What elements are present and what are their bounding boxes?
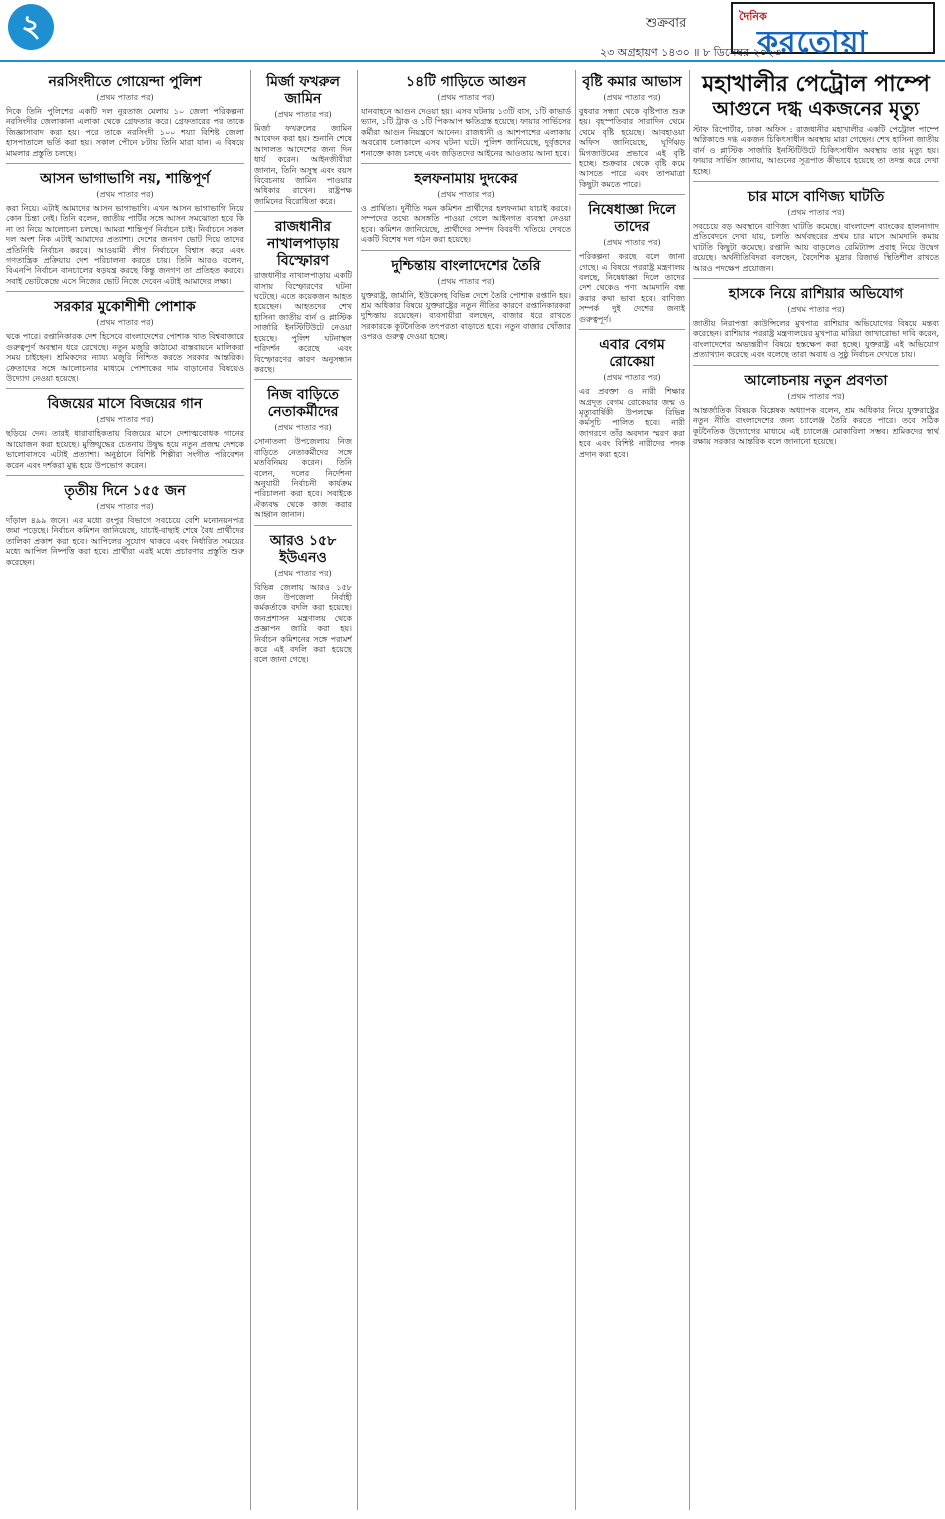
article xyxy=(6,291,244,384)
headline: দুশ্চিন্তায় বাংলাদেশের তৈরি xyxy=(391,257,541,274)
continuation-ref: (প্রথম পাতার পর) xyxy=(96,93,154,102)
article xyxy=(579,74,685,190)
article xyxy=(254,379,352,520)
article-body: স্টাফ রিপোর্টার, ঢাকা অফিস : রাজধানীর মহাখালীর একটি পেট্রোল পাম্পে অগ্নিকাণ্ডে দগ্ধ একজন চিকিৎসাধীন অবস্থায় মারা গেছেন। শেখ হাসিনা জাতীয় বার্ন ও প্লাস্টিক সার্জারি ইনস্টিটিউটে চিকিৎসাধীন অবস্থায় তার মৃত্যু হয়। ফায়ার সার্ভিস জানায়, আগুনের সূত্রপাত কীভাবে হয়েছে তা তদন্ত করে দেখা হচ্ছে। xyxy=(693,125,939,176)
article xyxy=(254,525,352,666)
headline: আরও ১৫৮ ইউএনও xyxy=(269,532,337,566)
headline: বৃষ্টি কমার আভাস xyxy=(582,74,682,90)
headline: হলফনামায় দুদকের xyxy=(414,171,518,188)
continuation-ref: (প্রথম পাতার পর) xyxy=(96,318,154,328)
masthead-rule xyxy=(0,60,945,62)
continuation-ref: (প্রথম পাতার পর) xyxy=(274,423,332,433)
column-divider xyxy=(575,70,576,1510)
article-body: করা নিয়ে। এটাই আমাদের আসন ভাগাভাগি। এখন আসন ভাগাভাগি নিয়ে কোন চিন্তা নেই। তিনি বলেন, জাতীয় পার্টির সঙ্গে আসন সমঝোতা হবে কি না তা নিয়ে আলোচনা চলছে। আমরা শান্তিপূর্ণ নির্বাচন চাই। নির্বাচনে সকল দল অংশ নিক এটাই আমাদের প্রত্যাশা। দেশের জনগণ ভোট দিয়ে তাদের প্রতিনিধি নির্বাচন করবে। আওয়ামী লীগ নির্বাচনে বিশ্বাস করে এবং গণতান্ত্রিক প্রক্রিয়ায় দেশ পরিচালনা করতে চায়। তিনি আরও বলেন, বিএনপি নির্বাচন বানচালের ষড়যন্ত্র করছে কিন্তু জনগণ তা প্রতিহত করবে। সবাই ভোটকেন্দ্রে এসে নিজের ভোট নিজে দেবেন এটাই আমাদের লক্ষ্য। xyxy=(6,204,244,286)
article xyxy=(361,74,571,159)
headline: তৃতীয় দিনে ১৫৫ জন xyxy=(64,482,186,499)
article xyxy=(254,74,352,207)
headline: সরকার মুকোশীশী পোশাক xyxy=(54,299,196,316)
article-body: জাতীয় নিরাপত্তা কাউন্সিলের মুখপাত্র রাশিয়ার অভিযোগের বিষয়ে মন্তব্য করেছেন। রাশিয়ার পররাষ্ট্র মন্ত্রণালয়ের মুখপাত্র মারিয়া জাখারোভা দাবি করেন, বাংলাদেশের অভ্যন্তরীণ বিষয়ে হস্তক্ষেপ করা হচ্ছে। যুক্তরাষ্ট্র এই অভিযোগ প্রত্যাখ্যান করেছে এবং বলেছে তারা অবাধ ও সুষ্ঠু নির্বাচন দেখতে চায়। xyxy=(693,319,939,360)
article-body: সবচেয়ে বড় অবস্থানে বাণিজ্য ঘাটতি কমেছে। বাংলাদেশ ব্যাংকের হালনাগাদ প্রতিবেদনে দেখা যায়, চলতি অর্থবছরের প্রথম চার মাসে আমদানি কমায় ঘাটতি কিছুটা কমেছে। রপ্তানি আয় বাড়লেও রেমিট্যান্স প্রবাহ নিয়ে উদ্বেগ রয়েছে। অর্থনীতিবিদরা বলছেন, বৈদেশিক মুদ্রার রিজার্ভ স্থিতিশীল রাখতে আরও পদক্ষেপ প্রয়োজন। xyxy=(693,222,939,273)
logo-big-text: করতোয়া xyxy=(757,25,869,60)
headline: মির্জা ফখরুল জামিন xyxy=(266,74,340,107)
headline: এবার বেগম রোকেয়া xyxy=(599,337,665,371)
lead-subheadline: আগুনে দগ্ধ একজনের মৃত্যু xyxy=(712,98,920,120)
article-body: আন্তর্জাতিক বিষয়ক বিশ্লেষক অধ্যাপক বলেন, শ্রম অধিকার নিয়ে যুক্তরাষ্ট্রের নতুন নীতি বাংলাদেশের জন্য চ্যালেঞ্জ তৈরি করতে পারে। তবে সঠিক কূটনৈতিক উদ্যোগের মাধ্যমে এই চ্যালেঞ্জ মোকাবিলা সম্ভব। শ্রমিকদের স্বার্থ রক্ষায় সরকার আন্তরিক বলে জানানো হয়েছে। xyxy=(693,405,939,446)
article-body: মির্জা ফখরুলের জামিন আবেদন করা হয়। শুনানি শেষে আদালত আদেশের জন্য দিন ধার্য করেন। আইনজীবীরা জানান, তিনি অসুস্থ এবং বয়স বিবেচনায় জামিন পাওয়ার অধিকার রাখেন। রাষ্ট্রপক্ষ জামিনের বিরোধিতা করে। xyxy=(254,124,352,206)
article xyxy=(579,194,685,325)
continuation-ref: (প্রথম পাতার পর) xyxy=(603,93,661,102)
article-body: দিকে তিনি পুলিশের একটি দল নুরতাজ মেলায় ১০ জেলা পরিকল্পনা নরসিংদীর জেলাকানা এলাকা থেকে গ্রেফতার করে। গ্রেফতারের পর তাকে জিজ্ঞাসাবাদ করা হয়। পরে তাকে নরসিংদী ১০০ শয্যা বিশিষ্ট জেলা হাসপাতালে ভর্তি করা হয়। সকাল পৌনে ৮টায় তিনি মারা যান। এ বিষয়ে মামলার প্রস্তুতি চলছে। xyxy=(6,107,244,158)
article xyxy=(6,475,244,568)
headline: রাজধানীর নাখালপাড়ায় বিস্ফোরণ xyxy=(267,219,339,270)
continuation-ref: (প্রথম পাতার পর) xyxy=(437,190,495,200)
headline: নিষেধাজ্ঞা দিলে তাদের xyxy=(588,202,676,236)
article xyxy=(693,365,939,448)
day-name: শুক্রবার xyxy=(646,16,687,31)
headline: হাসকে নিয়ে রাশিয়ার অভিযোগ xyxy=(728,286,904,303)
article xyxy=(579,329,685,460)
column-2 xyxy=(254,68,352,1508)
continuation-ref: (প্রথম পাতার পর) xyxy=(96,190,154,200)
article-body: ও প্রার্থিতা। দুর্নীতি দমন কমিশন প্রার্থীদের হলফনামা যাচাই করবে। সম্পদের তথ্যে অসঙ্গতি পাওয়া গেলে আইনগত ব্যবস্থা নেওয়া হবে। কমিশন জানিয়েছে, প্রার্থীদের সম্পদ বিবরণী খতিয়ে দেখতে একটি বিশেষ দল গঠন করা হয়েছে। xyxy=(361,204,571,245)
continuation-ref: (প্রথম পাতার পর) xyxy=(603,373,661,383)
continuation-ref: (প্রথম পাতার পর) xyxy=(787,305,845,315)
column-4 xyxy=(579,68,685,1508)
lead-headline: মহাখালীর পেট্রোল পাম্পে xyxy=(702,72,930,97)
lead-article xyxy=(693,72,939,177)
column-5 xyxy=(693,68,939,1508)
continuation-ref: (প্রথম পাতার পর) xyxy=(96,415,154,425)
article xyxy=(6,163,244,287)
article xyxy=(6,388,244,471)
dateline: ২৩ অগ্রহায়ণ ১৪৩০ ॥ ৮ ডিসেম্বর ২০২৩ xyxy=(600,46,782,59)
article-body: যুক্তরাষ্ট্র, জার্মানি, ইউকেসহ বিভিন্ন দেশে তৈরি পোশাক রপ্তানি হয়। শ্রম অধিকার বিষয়ে যুক্তরাষ্ট্রের নতুন নীতির কারণে রপ্তানিকারকরা দুশ্চিন্তায় রয়েছেন। ব্যবসায়ীরা বলছেন, বাজার ধরে রাখতে সরকারকে কূটনৈতিক তৎপরতা বাড়াতে হবে। নতুন বাজার খোঁজার ওপরও গুরুত্ব দেওয়া হচ্ছে। xyxy=(361,290,571,342)
article-body: বিভিন্ন জেলায় আরও ১৫৮ জন উপজেলা নির্বাহী কর্মকর্তাকে বদলি করা হয়েছে। জনপ্রশাসন মন্ত্রণালয় থেকে প্রজ্ঞাপন জারি করা হয়। নির্বাচন কমিশনের সঙ্গে পরামর্শ করে এই বদলি করা হয়েছে বলে জানা গেছে। xyxy=(254,582,352,665)
article xyxy=(361,250,571,343)
article-body: থকে পারে। রপ্তানিকারক দেশ হিসেবে বাংলাদেশের পোশাক খাত বিশ্ববাজারে গুরুত্বপূর্ণ অবস্থান ধরে রেখেছে। নতুন মজুরি কাঠামো বাস্তবায়নে মালিকরা সময় চাইছেন। শ্রমিকদের ন্যায্য মজুরি নিশ্চিত করতে সরকার আন্তরিক। ক্রেতাদের সঙ্গে আলোচনার মাধ্যমে পোশাকের দাম বাড়ানোর বিষয়েও উদ্যোগ নেওয়া হয়েছে। xyxy=(6,332,244,383)
article xyxy=(361,163,571,246)
article-body: যানবাহনে আগুন দেওয়া হয়। এসব ঘটনায় ১৩টি বাস, ১টি কাভার্ড ভ্যান, ১টি ট্রাক ও ১টি পিকআপ ক্ষতিগ্রস্ত হয়েছে। ফায়ার সার্ভিসের কর্মীরা আগুন নিয়ন্ত্রণে আনেন। রাজধানী ও আশপাশের এলাকায় অবরোধ চলাকালে এসব ঘটনা ঘটে। পুলিশ জানিয়েছে, দুর্বৃত্তদের শনাক্তে কাজ চলছে এবং জড়িতদের আইনের আওতায় আনা হবে। xyxy=(361,107,571,158)
article-body: বুধবার সন্ধ্যা থেকে বৃষ্টিপাত শুরু হয়। বৃহস্পতিবার সারাদিন থেমে থেমে বৃষ্টি হয়েছে। আবহাওয়া অফিস জানিয়েছে, ঘূর্ণিঝড় মিগজাউমের প্রভাবে এই বৃষ্টি হচ্ছে। শুক্রবার থেকে বৃষ্টি কমে আসতে পারে এবং তাপমাত্রা কিছুটা কমতে পারে। xyxy=(579,107,685,189)
continuation-ref: (প্রথম পাতার পর) xyxy=(96,501,154,511)
continuation-ref: (প্রথম পাতার পর) xyxy=(437,276,495,286)
continuation-ref: (প্রথম পাতার পর) xyxy=(603,238,661,248)
continuation-ref: (প্রথম পাতার পর) xyxy=(787,391,845,401)
article-body: ছড়িয়ে দেন। তারই ধারাবাহিকতায় বিজয়ের মাসে দেশাত্মবোধক গানের আয়োজন করা হয়েছে। মুক্তিযুদ্ধের চেতনায় উদ্বুদ্ধ হয়ে নতুন প্রজন্ম দেশকে ভালোবাসবে এটাই প্রত্যাশা। অনুষ্ঠানে বিশিষ্ট শিল্পীরা সংগীত পরিবেশন করেন এবং দর্শকরা মুগ্ধ হয়ে উপভোগ করেন। xyxy=(6,429,244,470)
continuation-ref: (প্রথম পাতার পর) xyxy=(437,93,495,102)
headline: ১৪টি গাড়িতে আগুন xyxy=(405,74,527,90)
column-3 xyxy=(361,68,571,1508)
article-body: রাজধানীর নাখালপাড়ায় একটি বাসায় বিস্ফোরণের ঘটনা ঘটেছে। এতে কয়েকজন আহত হয়েছেন। আহতদের শেখ হাসিনা জাতীয় বার্ন ও প্লাস্টিক সার্জারি ইনস্টিটিউটে নেওয়া হয়েছে। পুলিশ ঘটনাস্থল পরিদর্শন করেছে এবং বিস্ফোরণের কারণ অনুসন্ধান করছে। xyxy=(254,271,352,374)
headline: আসন ভাগাভাগি নয়, শান্তিপূর্ণ xyxy=(40,171,210,188)
article xyxy=(6,74,244,159)
article-body: সোনাতলা উপজেলায় নিজ বাড়িতে নেতাকর্মীদের সঙ্গে মতবিনিময় করেন। তিনি বলেন, দলের নির্দেশনা অনুযায়ী নির্বাচনী কার্যক্রম পরিচালনা করা হবে। সবাইকে ঐক্যবদ্ধ থেকে কাজ করার আহ্বান জানান। xyxy=(254,437,352,520)
page-number-badge: ২ xyxy=(8,4,54,50)
article xyxy=(693,278,939,361)
column-divider xyxy=(357,70,358,1510)
column-divider xyxy=(689,70,690,1510)
headline: নরসিংদীতে গোয়েন্দা পুলিশ xyxy=(48,74,202,90)
article xyxy=(693,181,939,274)
headline: বিজয়ের মাসে বিজয়ের গান xyxy=(47,396,203,413)
article-body: এর প্রবক্তা ও নারী শিক্ষার অগ্রদূত বেগম রোকেয়ার জন্ম ও মৃত্যুবার্ষিকী উপলক্ষে বিভিন্ন কর্মসূচি পালিত হবে। নারী জাগরণে তাঁর অবদান স্মরণ করা হবে এবং বিশিষ্ট নারীদের পদক প্রদান করা হবে। xyxy=(579,387,685,459)
column-1 xyxy=(6,68,244,1508)
headline: চার মাসে বাণিজ্য ঘাটতি xyxy=(747,189,885,206)
article-body: পরিকল্পনা করছে বলে জানা গেছে। এ বিষয়ে পররাষ্ট্র মন্ত্রণালয় বলছে, নিষেধাজ্ঞা দিলে তাদের দেশ থেকেও পণ্য আমদানি বন্ধ করার কথা ভাবা হবে। বাণিজ্য সম্পর্ক দুই দেশের জন্যই গুরুত্বপূর্ণ। xyxy=(579,252,685,324)
headline: নিজ বাড়িতে নেতাকর্মীদের xyxy=(267,387,339,421)
column-divider xyxy=(250,70,251,1510)
continuation-ref: (প্রথম পাতার পর) xyxy=(274,110,332,119)
masthead xyxy=(0,0,945,62)
continuation-ref: (প্রথম পাতার পর) xyxy=(787,208,845,218)
article-body: দাঁড়াল ৪৯৯ জনে। এর মধ্যে রংপুর বিভাগে সবচেয়ে বেশি মনোনয়নপত্র জমা পড়েছে। নির্বাচন কমিশন জানিয়েছে, যাচাই-বাছাই শেষে বৈধ প্রার্থীদের তালিকা প্রকাশ করা হবে। আপিলের সুযোগ থাকবে এবং নির্ধারিত সময়ের মধ্যে আপিল নিষ্পত্তি করা হবে। প্রার্থীরা এরই মধ্যে প্রচারণার প্রস্তুতি শুরু করেছেন। xyxy=(6,515,244,567)
article xyxy=(254,211,352,375)
continuation-ref: (প্রথম পাতার পর) xyxy=(274,568,332,578)
headline: আলোচনায় নতুন প্রবণতা xyxy=(744,372,888,389)
logo-small-text: দৈনিক xyxy=(739,10,767,23)
